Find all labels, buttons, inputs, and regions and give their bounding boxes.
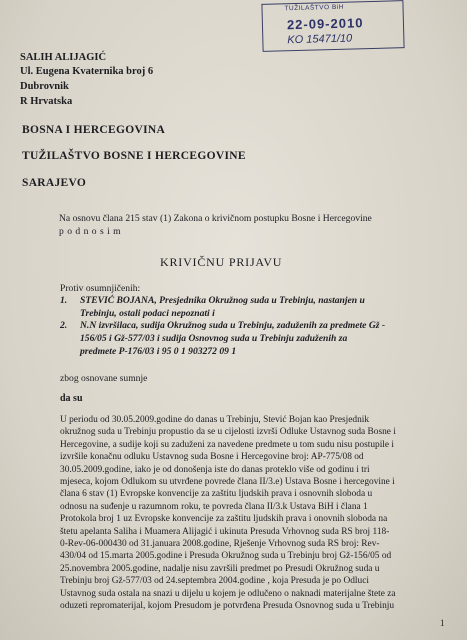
body-line: 25.novembra 2005.godine, nadalje nisu završili predmet po Presudi Okružnog suda u bbox=[60, 563, 380, 574]
body-line: štetu apelanta Saliha i Muamera Alijagić i ukinuta Presuda Vrhovnog suda RS broj 118- bbox=[60, 526, 390, 537]
suspect-1-line: Trebinju, ostali podaci nepoznati i bbox=[80, 308, 215, 319]
sender-street: Ul. Eugena Kvaternika broj 6 bbox=[20, 66, 154, 77]
sender-name: SALIH ALIJAGIĆ bbox=[20, 52, 107, 63]
body-line: Trebinju broj Gž-577/03 od 24.septembra 2004.godine , koja Presuda je po Odluci bbox=[60, 576, 369, 587]
body-line: okružnog suda u Trebinju propustio da se u cijelosti izvrši Odluke Ustavnog suda Bosne i bbox=[60, 427, 396, 438]
intro-submit: p o d n o s i m bbox=[59, 226, 122, 237]
body-line: oduzeti repromaterijal, kojom Presudom je potvrđena Presuda Osnovnog suda u Trebinju bbox=[60, 601, 395, 612]
against-label: Protiv osumnjičenih: bbox=[60, 283, 141, 294]
body-line: U periodu od 30.05.2009.godine do danas u Trebinju, Stević Bojan kao Presjednik bbox=[60, 415, 370, 425]
body-line: mjeseca, kojom Odlukom su utvrđene povrede člana II/3.e) Ustava Bosne i hercegovine i bbox=[60, 477, 395, 488]
page-number: 1 bbox=[440, 618, 445, 628]
document-title: KRIVIČNU PRIJAVU bbox=[160, 255, 283, 269]
stamp-date: 22-09-2010 bbox=[286, 15, 364, 33]
sender-city: Dubrovnik bbox=[20, 81, 69, 92]
suspect-2-line: 156/05 i Gž-577/03 i sudija Osnovnog suda u Trebinju zaduženih za bbox=[80, 333, 348, 344]
dasu-line: da su bbox=[60, 393, 83, 404]
body-line: 0-Rev-06-000430 od 31.januara 2008.godine, Rješenje Vrhovnog suda RS broj: Rev- bbox=[60, 539, 380, 550]
body-line: Hercegovine, a sudije koji su zaduženi za navedene predmete u tom sudu nisu postupile i bbox=[60, 439, 395, 450]
suspect-1-line: STEVIĆ BOJANA, Presjednika Okružnog suda u Trebinju, nastanjen u bbox=[80, 295, 365, 306]
recipient-city: SARAJEVO bbox=[22, 177, 87, 189]
body-paragraph bbox=[60, 414, 442, 613]
suspect-2-line: predmete P-176/03 i 95 0 1 903272 09 1 bbox=[80, 346, 237, 357]
body-line: Protokola broj 1 uz Evropske konvencije za zaštitu ljudskih prava i onovnih sloboda na bbox=[60, 514, 388, 525]
recipient-country: BOSNA I HERCEGOVINA bbox=[22, 124, 166, 136]
body-line: Ustavnog suda ostala na snazi u dijelu u kojem je odlučeno o naknadi materijalne štete za bbox=[60, 588, 396, 599]
suspect-2-number: 2. bbox=[60, 320, 68, 331]
body-line: člana 6 stav (1) Evropske konvencije za zaštitu ljudskih prava i osnovnih sloboda u bbox=[60, 489, 373, 500]
body-line: odnosu na suđenje u razumnom roku, te povreda člana II/3.k Ustava BiH i člana 1 bbox=[60, 501, 368, 512]
suspect-1-number: 1. bbox=[60, 295, 68, 306]
recipient-office: TUŽILAŠTVO BOSNE I HERCEGOVINE bbox=[22, 150, 246, 162]
stamp-number: KO 15471/10 bbox=[287, 32, 353, 47]
body-line: 430/04 od 15.marta 2005.godine i Presuda Okružnog suda u Trebinju broj Gž-156/05 od bbox=[60, 551, 392, 562]
registry-stamp bbox=[261, 0, 404, 52]
body-line: izvršile konačnu odluku Ustavnog suda Bosne i Hercegovine broj: AP-775/08 od bbox=[60, 452, 364, 463]
suspect-2-line: N.N izvršilaca, sudija Okružnog suda u Trebinju, zaduženih za predmete Gž - bbox=[80, 320, 386, 331]
body-line: 30.05.2009.godine, iako je od donošenja iste do danas proteklo više od godinu i tri bbox=[60, 464, 370, 475]
suspicion-line: zbog osnovane sumnje bbox=[60, 373, 148, 384]
intro-line: Na osnovu člana 215 stav (1) Zakona o krivičnom postupku Bosne i Hercegovine bbox=[59, 213, 372, 224]
stamp-office: TUŽILAŠTVO BiH bbox=[284, 3, 344, 13]
sender-country: R Hrvatska bbox=[20, 96, 73, 107]
